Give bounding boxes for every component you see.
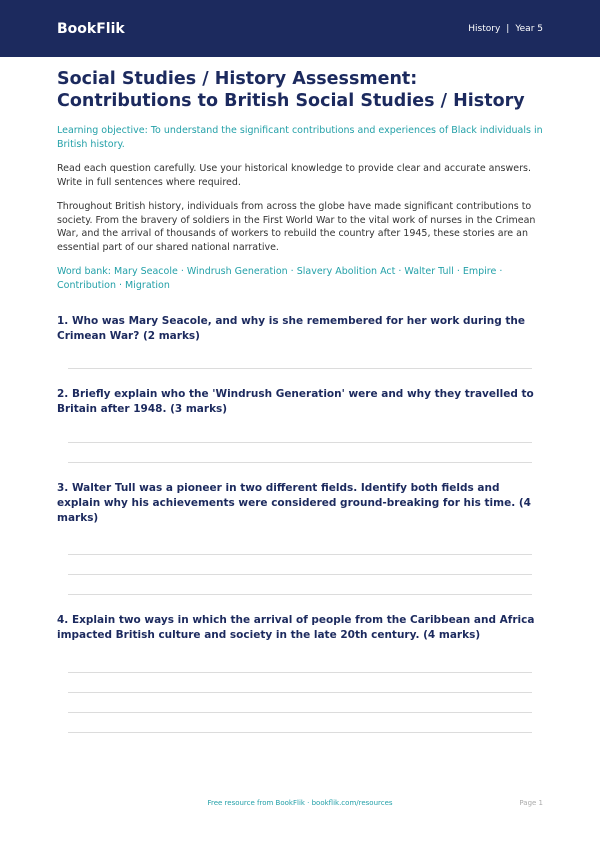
answer-line[interactable] — [68, 594, 532, 595]
answer-line[interactable] — [68, 368, 532, 369]
answer-area-1[interactable] — [57, 368, 543, 369]
question-2: 2. Briefly explain who the 'Windrush Generation' were and why they travelled to Britain after 1948. (3 marks) — [57, 388, 534, 415]
answer-line[interactable] — [68, 462, 532, 463]
footer-link[interactable]: Free resource from BookFlik · bookflik.com/resources — [207, 799, 393, 807]
header-meta — [468, 24, 543, 34]
question-4: 4. Explain two ways in which the arrival of people from the Caribbean and Africa impacted British culture and society in the late 20th century. (4 marks) — [57, 614, 535, 641]
page-number: Page 1 — [519, 799, 543, 807]
word-bank: Word bank: Mary Seacole · Windrush Generation · Slavery Abolition Act · Walter Tull · Empire · Contribution · Migration — [57, 266, 503, 291]
intro-paragraph: Throughout British history, individuals from across the globe have made significant contributions to society. From the bravery of soldiers in the First World War to the vital work of nurses in the Crimean War, and the arrival of thousands of workers to rebuild the country after 1945, these stories are an essential part of our shared national narrative. — [57, 201, 536, 253]
subject-label: History — [468, 23, 501, 34]
page-header — [0, 0, 600, 57]
answer-line[interactable] — [68, 712, 532, 713]
answer-area-4[interactable] — [57, 672, 543, 733]
page-title: Social Studies / History Assessment: Contributions to British Social Studies / History — [57, 69, 525, 111]
page-footer — [0, 799, 600, 815]
answer-line[interactable] — [68, 442, 532, 443]
answer-area-3[interactable] — [57, 554, 543, 595]
question-3: 3. Walter Tull was a pioneer in two different fields. Identify both fields and explain why his achievements were considered ground-breaking for his time. (4 marks) — [57, 482, 531, 524]
worksheet-content — [0, 57, 600, 733]
instructions: Read each question carefully. Use your historical knowledge to provide clear and accurate answers. Write in full sentences where required. — [57, 163, 531, 188]
answer-line[interactable] — [68, 574, 532, 575]
question-1: 1. Who was Mary Seacole, and why is she remembered for her work during the Crimean War? (2 marks) — [57, 315, 525, 342]
header-separator: | — [506, 23, 510, 34]
answer-line[interactable] — [68, 732, 532, 733]
brand-logo: BookFlik — [57, 20, 125, 37]
learning-objective: Learning objective: To understand the significant contributions and experiences of Black individuals in British history. — [57, 125, 543, 150]
answer-line[interactable] — [68, 692, 532, 693]
answer-area-2[interactable] — [57, 442, 543, 463]
answer-line[interactable] — [68, 554, 532, 555]
year-label: Year 5 — [515, 23, 543, 34]
answer-line[interactable] — [68, 672, 532, 673]
